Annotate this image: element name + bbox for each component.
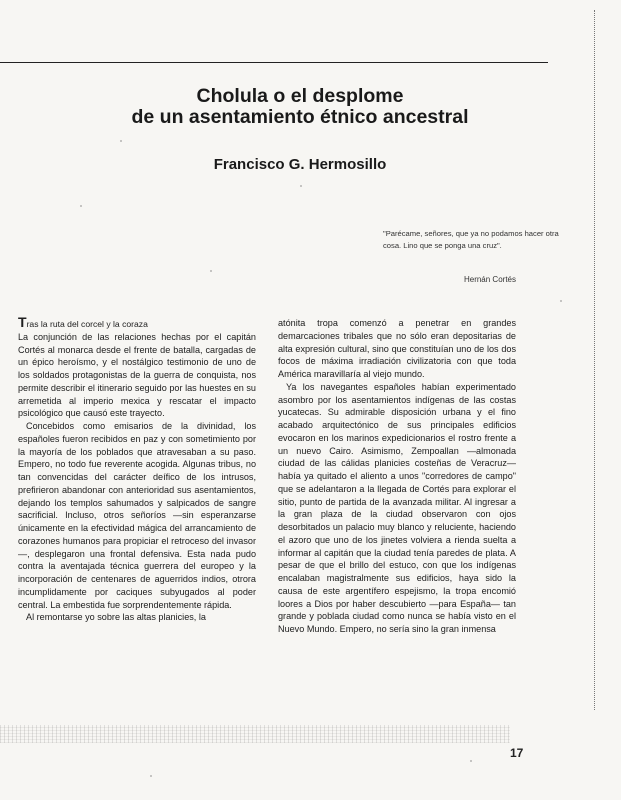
scan-noise-band bbox=[0, 725, 510, 743]
article-title-line-2: de un asentamiento étnico ancestral bbox=[131, 106, 469, 128]
scan-speck bbox=[150, 775, 152, 777]
scan-speck bbox=[470, 760, 472, 762]
paragraph: Concebidos como emisarios de la divinidad, los españoles fueron recibidos en paz y con sometimiento por la mayoría de los poblados que atravesaban a su paso. Empero, no todo fue reverente acogida. Algunas tribus, no tan convencidas del carácter deífico de los intrusos, prefirieron abandonar con anterioridad sus asentamientos, dejando los templos sahumados y salpicados de sangre sacrificial. Incluso, otros señoríos —sin esperanzarse únicamente en la efectividad mágica del arrancamiento de corazones humanos para propiciar el retroceso del invasor—, desplegaron una frontal defensiva. Esta nada pudo contra la aventajada técnica guerrera del europeo y la incorporación de centenares de aguerridos indios, otrora incumplidamente por caciques subyugados al poder central. La embestida fue sorprendentemente rápida. bbox=[18, 421, 256, 610]
paragraph: Ya los navegantes españoles habían experimentado asombro por los asentamientos indígenas de las costas yucatecas. Su admirable disposición urbana y el fino acabado arquitectónico de sus principales edificios evocaron en los marinos expedicionarios el rostro frente a un nuevo Cairo. Asimismo, Zempoallan —almonada ciudad de las cálidas planicies costeñas de Veracruz— había ya quitado el aliento a unos "corredores de campo" que se adelantaron a la llegada de Cortés para explorar el sitio, punto de partida de la avanzada militar. Al ingresar a la gran plaza de la ciudad observaron con ojos desorbitados un palacio muy blanco y reluciente, haciendo el azoro que uno de los jinetes volviera a rienda suelta a informar al capitán que la ciudad tenía paredes de plata. A pesar de que el brillo del estuco, con que los indígenas encalaban magistralmente sus edificios, haya sido la causa de este argentífero espejismo, la tropa encomió loores a Dios por haber descubierto —para España— tan grande y poblada ciudad como nunca se había visto en el Nuevo Mundo. Empero, no sería sino la gran inmensa bbox=[278, 381, 516, 634]
scan-speck bbox=[120, 140, 122, 142]
epigraph-quote: "Parécame, señores, que ya no podamos hacer otra cosa. Lino que se ponga una cruz". bbox=[383, 229, 559, 250]
paragraph: La conjunción de las relaciones hechas por el capitán Cortés al monarca desde el frente de batalla, cargadas de un épico heroísmo, y el nostálgico testimonio de uno de los soldados protagonistas de la guerra de conquista, nos permite describir el itinerario seguido por las huestes en su arremetida al imperio mexica y rescatar el impacto psicológico que causó este trayecto. bbox=[18, 331, 256, 419]
section-runin: ras la ruta del corcel y la coraza bbox=[26, 319, 148, 329]
paragraph: Al remontarse yo sobre las altas planicies, la bbox=[26, 612, 206, 623]
article-title-line-1: Cholula o el desplome bbox=[196, 85, 404, 107]
scan-speck bbox=[300, 185, 302, 187]
epigraph-source: Hernán Cortés bbox=[463, 275, 516, 284]
page-edge-shadow bbox=[594, 10, 595, 710]
paragraph: atónita tropa comenzó a penetrar en grandes demarcaciones tribales que no sólo eran depositarias de alta expresión cultural, sino que constituían uno de los dos focos de máxima irradiación civilizatoria con que toda América maravillaría al viejo mundo. bbox=[278, 318, 516, 379]
drop-cap: T bbox=[18, 314, 27, 330]
right-column bbox=[278, 317, 516, 636]
scan-speck bbox=[80, 205, 82, 207]
top-rule bbox=[0, 62, 548, 63]
scan-speck bbox=[560, 300, 562, 302]
left-column bbox=[18, 314, 256, 624]
article-author: Francisco G. Hermosillo bbox=[213, 156, 387, 173]
scan-speck bbox=[210, 270, 212, 272]
page-number: 17 bbox=[510, 746, 524, 760]
section-lead bbox=[18, 314, 256, 331]
